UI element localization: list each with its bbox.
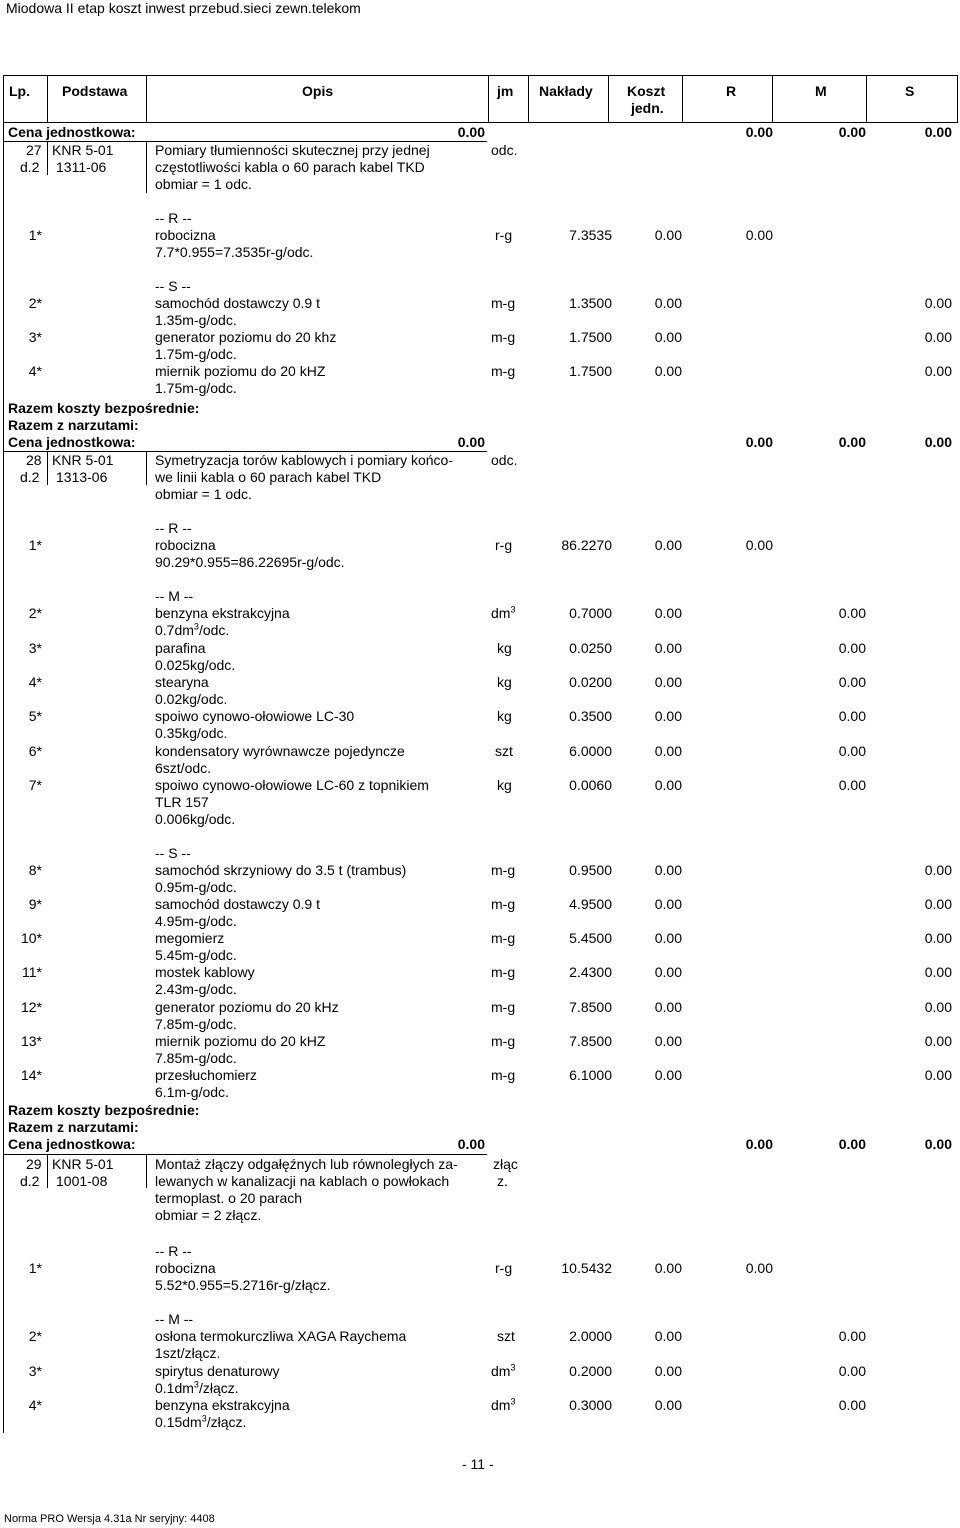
position-number-sub: d.2 — [20, 159, 40, 175]
position-podstawa-code: 1001-08 — [56, 1173, 108, 1189]
item-calc: 7.7*0.955=7.3535r-g/odc. — [155, 244, 314, 260]
item-calc-exponent: 3 — [193, 1379, 199, 1390]
cena-r: 0.00 — [745, 1136, 773, 1152]
razem-narzuty-label: Razem z narzutami: — [8, 1119, 139, 1135]
item-value: 0.00 — [838, 743, 866, 759]
cena-jednostkowa-label: Cena jednostkowa: — [8, 434, 136, 450]
item-calc: 1.35m-g/odc. — [155, 312, 237, 328]
item-name: spirytus denaturowy — [155, 1363, 280, 1379]
item-name: samochód skrzyniowy do 3.5 t (trambus) — [155, 862, 407, 878]
item-naklady: 7.8500 — [569, 1033, 612, 1049]
item-unit-value: dm — [491, 605, 511, 621]
document-title: Miodowa II etap koszt inwest przebud.sieci zewn.telekom — [6, 0, 361, 16]
position-number-sub: d.2 — [20, 469, 40, 485]
item-calc — [155, 1414, 246, 1431]
item-koszt: 0.00 — [654, 1363, 682, 1379]
cena-jednostkowa-label: Cena jednostkowa: — [8, 124, 136, 140]
item-koszt: 0.00 — [654, 537, 682, 553]
group-r-label: -- R -- — [155, 210, 192, 226]
table-left-border — [3, 75, 4, 1433]
item-naklady: 5.4500 — [569, 930, 612, 946]
position-description: Symetryzacja torów kablowych i pomiary końco- — [155, 452, 453, 468]
item-name: osłona termokurczliwa XAGA Raychema — [155, 1328, 407, 1344]
item-unit — [491, 1363, 515, 1380]
item-name: parafina — [155, 640, 206, 656]
position-podstawa: KNR 5-01 — [52, 452, 114, 468]
razem-koszty-label: Razem koszty bezpośrednie: — [8, 1102, 200, 1118]
item-unit — [491, 605, 515, 622]
header-koszt-jedn: jedn. — [631, 100, 664, 116]
col-podstawa-divider — [146, 75, 147, 123]
position-unit: odc. — [491, 142, 518, 158]
position-description: lewanych w kanalizacji na kablach o powłokach — [155, 1173, 450, 1189]
cena-jednostkowa-label: Cena jednostkowa: — [8, 1136, 136, 1152]
item-number: 1* — [28, 537, 42, 553]
item-naklady: 2.4300 — [569, 964, 612, 980]
group-s-label: -- S -- — [155, 845, 191, 861]
header-m: M — [815, 83, 827, 99]
item-value: 0.00 — [838, 708, 866, 724]
item-name: spoiwo cynowo-ołowiowe LC-30 — [155, 708, 355, 724]
item-name: samochód dostawczy 0.9 t — [155, 295, 320, 311]
item-value: 0.00 — [838, 640, 866, 656]
item-value: 0.00 — [924, 862, 952, 878]
item-name: megomierz — [155, 930, 225, 946]
item-koszt: 0.00 — [654, 964, 682, 980]
position-description: częstotliwości kabla o 60 parach kabel TKD — [155, 159, 425, 175]
item-calc-tail: /odc. — [198, 622, 230, 638]
item-koszt: 0.00 — [654, 227, 682, 243]
cena-koszt: 0.00 — [457, 124, 485, 140]
item-calc: 0.02kg/odc. — [155, 691, 228, 707]
item-unit-exponent: 3 — [510, 1396, 516, 1407]
item-name: kondensatory wyrównawcze pojedyncze — [155, 743, 405, 759]
group-m-label: -- M -- — [155, 588, 194, 604]
cena-m: 0.00 — [838, 434, 866, 450]
item-number: 5* — [28, 708, 42, 724]
item-number: 7* — [28, 777, 42, 793]
item-unit-exponent: 3 — [510, 604, 516, 615]
col-naklady-divider — [608, 75, 609, 123]
item-number: 2* — [28, 295, 42, 311]
cena-r: 0.00 — [745, 434, 773, 450]
item-name: stearyna — [155, 674, 209, 690]
razem-narzuty-label: Razem z narzutami: — [8, 417, 139, 433]
item-calc: 7.85m-g/odc. — [155, 1016, 237, 1032]
position-description: Montaż złączy odgałęźnych lub równoległych za- — [155, 1156, 458, 1172]
item-calc: 7.85m-g/odc. — [155, 1050, 237, 1066]
item-name: spoiwo cynowo-ołowiowe LC-60 z topnikiem — [155, 777, 429, 793]
item-koszt: 0.00 — [654, 605, 682, 621]
item-number: 8* — [28, 862, 42, 878]
position-description: we linii kabla o 60 parach kabel TKD — [155, 469, 382, 485]
item-calc-value: 0.1dm — [155, 1380, 194, 1396]
item-koszt: 0.00 — [654, 999, 682, 1015]
cena-m: 0.00 — [838, 1136, 866, 1152]
cena-r: 0.00 — [745, 124, 773, 140]
cena-s: 0.00 — [924, 434, 952, 450]
item-unit: kg — [497, 674, 512, 690]
group-r-label: -- R -- — [155, 520, 192, 536]
position-podstawa-divider — [146, 1154, 147, 1188]
item-naklady: 1.7500 — [569, 329, 612, 345]
item-naklady: 0.9500 — [569, 862, 612, 878]
item-naklady: 0.3500 — [569, 708, 612, 724]
item-koszt: 0.00 — [654, 363, 682, 379]
item-naklady: 1.3500 — [569, 295, 612, 311]
item-number: 2* — [28, 605, 42, 621]
item-unit: m-g — [491, 363, 516, 379]
position-podstawa-divider — [146, 451, 147, 485]
col-m-divider — [866, 75, 867, 123]
col-r-divider — [772, 75, 773, 123]
item-unit: m-g — [491, 1067, 516, 1083]
item-calc: 6szt/odc. — [155, 760, 212, 776]
position-lp-divider — [47, 1154, 48, 1188]
page-number: - 11 - — [462, 1456, 494, 1472]
cena-s: 0.00 — [924, 1136, 952, 1152]
item-naklady: 2.0000 — [569, 1328, 612, 1344]
item-value: 0.00 — [745, 537, 773, 553]
item-koszt: 0.00 — [654, 862, 682, 878]
item-name: samochód dostawczy 0.9 t — [155, 896, 320, 912]
item-number: 10* — [20, 930, 42, 946]
position-measure: obmiar = 2 złącz. — [155, 1207, 262, 1223]
item-naklady: 1.7500 — [569, 363, 612, 379]
item-calc-exponent: 3 — [201, 1413, 207, 1424]
item-naklady: 86.2270 — [561, 537, 612, 553]
item-koszt: 0.00 — [654, 708, 682, 724]
header-opis: Opis — [302, 83, 334, 99]
position-measure: obmiar = 1 odc. — [155, 486, 252, 502]
item-calc: 0.025kg/odc. — [155, 657, 236, 673]
item-unit-value: dm — [491, 1363, 511, 1379]
item-koszt: 0.00 — [654, 1260, 682, 1276]
item-koszt: 0.00 — [654, 896, 682, 912]
item-koszt: 0.00 — [654, 743, 682, 759]
item-unit: m-g — [491, 329, 516, 345]
position-measure: obmiar = 1 odc. — [155, 176, 252, 192]
position-podstawa-code: 1311-06 — [56, 159, 107, 175]
header-s: S — [905, 83, 915, 99]
item-unit: m-g — [491, 930, 516, 946]
item-number: 11* — [22, 964, 42, 980]
item-number: 12* — [20, 999, 42, 1015]
item-name: robocizna — [155, 227, 216, 243]
item-unit: r-g — [495, 537, 513, 553]
item-unit: kg — [497, 777, 512, 793]
position-lp-divider — [47, 141, 48, 175]
header-r: R — [726, 83, 737, 99]
item-naklady: 7.3535 — [569, 227, 612, 243]
item-koszt: 0.00 — [654, 930, 682, 946]
position-description: Pomiary tłumienności skutecznej przy jednej — [155, 142, 430, 158]
item-value: 0.00 — [924, 999, 952, 1015]
item-calc: 1.75m-g/odc. — [155, 380, 237, 396]
item-unit: r-g — [495, 227, 513, 243]
header-podstawa: Podstawa — [62, 83, 128, 99]
item-unit: szt — [495, 743, 513, 759]
header-jm: jm — [497, 83, 514, 99]
item-calc: 5.45m-g/odc. — [155, 947, 237, 963]
item-name: miernik poziomu do 20 kHZ — [155, 1033, 326, 1049]
item-name: generator poziomu do 20 kHz — [155, 999, 339, 1015]
item-number: 9* — [28, 896, 42, 912]
item-name-continued: TLR 157 — [155, 794, 209, 810]
item-naklady: 6.0000 — [569, 743, 612, 759]
item-unit — [491, 1397, 515, 1414]
item-calc — [155, 1380, 239, 1397]
item-calc: 0.006kg/odc. — [155, 811, 236, 827]
position-unit: złąc — [493, 1156, 518, 1172]
item-name: benzyna ekstrakcyjna — [155, 1397, 290, 1413]
item-unit: r-g — [495, 1260, 513, 1276]
item-value: 0.00 — [924, 896, 952, 912]
item-naklady: 0.7000 — [569, 605, 612, 621]
item-unit: m-g — [491, 896, 516, 912]
item-unit-exponent: 3 — [510, 1362, 516, 1373]
item-value: 0.00 — [838, 674, 866, 690]
item-number: 3* — [28, 640, 42, 656]
item-naklady: 6.1000 — [569, 1067, 612, 1083]
item-calc: 5.52*0.955=5.2716r-g/złącz. — [155, 1277, 331, 1293]
position-podstawa: KNR 5-01 — [52, 142, 114, 158]
group-r-label: -- R -- — [155, 1243, 192, 1259]
position-number: 27 — [26, 142, 42, 158]
item-value: 0.00 — [838, 605, 866, 621]
item-koszt: 0.00 — [654, 777, 682, 793]
col-lp-divider — [47, 75, 48, 123]
item-number: 4* — [28, 674, 42, 690]
item-unit: m-g — [491, 964, 516, 980]
position-unit: odc. — [491, 452, 518, 468]
item-calc: 2.43m-g/odc. — [155, 981, 237, 997]
item-value: 0.00 — [924, 930, 952, 946]
item-naklady: 4.9500 — [569, 896, 612, 912]
item-unit: kg — [497, 640, 512, 656]
item-value: 0.00 — [745, 227, 773, 243]
item-number: 3* — [28, 1363, 42, 1379]
item-calc-value: 0.15dm — [155, 1414, 202, 1430]
cena-s: 0.00 — [924, 124, 952, 140]
position-podstawa-code: 1313-06 — [56, 469, 108, 485]
position-unit-continued: z. — [497, 1173, 508, 1189]
item-unit: szt — [497, 1328, 515, 1344]
item-unit: m-g — [491, 862, 516, 878]
item-name: robocizna — [155, 537, 216, 553]
position-number-sub: d.2 — [20, 1173, 40, 1189]
footer-program-info: Norma PRO Wersja 4.31a Nr seryjny: 4408 — [4, 1513, 215, 1525]
item-calc: 6.1m-g/odc. — [155, 1084, 229, 1100]
item-value: 0.00 — [745, 1260, 773, 1276]
item-koszt: 0.00 — [654, 1067, 682, 1083]
item-value: 0.00 — [838, 1328, 866, 1344]
item-number: 6* — [28, 743, 42, 759]
item-calc — [155, 622, 229, 639]
position-number: 28 — [26, 452, 42, 468]
item-calc: 1.75m-g/odc. — [155, 346, 237, 362]
item-unit-value: dm — [491, 1397, 511, 1413]
item-number: 2* — [28, 1328, 42, 1344]
position-lp-divider — [47, 451, 48, 485]
item-name: przesłuchomierz — [155, 1067, 257, 1083]
position-top-border — [3, 1154, 487, 1155]
item-calc: 90.29*0.955=86.22695r-g/odc. — [155, 554, 345, 570]
item-koszt: 0.00 — [654, 1033, 682, 1049]
item-calc-exponent: 3 — [193, 621, 199, 632]
item-value: 0.00 — [924, 363, 952, 379]
item-unit: m-g — [491, 295, 516, 311]
col-koszt-divider — [682, 75, 683, 123]
item-naklady: 7.8500 — [569, 999, 612, 1015]
item-naklady: 0.3000 — [569, 1397, 612, 1413]
item-naklady: 10.5432 — [561, 1260, 612, 1276]
item-calc: 1szt/złącz. — [155, 1345, 221, 1361]
position-number: 29 — [26, 1156, 42, 1172]
item-koszt: 0.00 — [654, 1328, 682, 1344]
position-podstawa-divider — [146, 141, 147, 193]
item-value: 0.00 — [838, 777, 866, 793]
item-unit: m-g — [491, 1033, 516, 1049]
item-value: 0.00 — [924, 964, 952, 980]
item-name: mostek kablowy — [155, 964, 255, 980]
item-calc: 0.95m-g/odc. — [155, 879, 237, 895]
item-calc-value: 0.7dm — [155, 622, 194, 638]
item-unit: m-g — [491, 999, 516, 1015]
item-value: 0.00 — [924, 295, 952, 311]
item-number: 1* — [28, 1260, 42, 1276]
item-koszt: 0.00 — [654, 1397, 682, 1413]
item-number: 1* — [28, 227, 42, 243]
cena-koszt: 0.00 — [457, 1136, 485, 1152]
item-calc-tail: /złącz. — [198, 1380, 239, 1396]
position-podstawa: KNR 5-01 — [52, 1156, 114, 1172]
item-number: 13* — [20, 1033, 42, 1049]
header-lp: Lp. — [9, 83, 30, 99]
group-m-label: -- M -- — [155, 1311, 194, 1327]
col-opis-divider — [488, 75, 489, 123]
item-value: 0.00 — [924, 1067, 952, 1083]
group-s-label: -- S -- — [155, 278, 191, 294]
item-naklady: 0.2000 — [569, 1363, 612, 1379]
item-number: 4* — [28, 1397, 42, 1413]
item-value: 0.00 — [838, 1363, 866, 1379]
item-value: 0.00 — [924, 1033, 952, 1049]
col-jm-divider — [528, 75, 529, 123]
position-description: termoplast. o 20 parach — [155, 1190, 303, 1206]
item-value: 0.00 — [924, 329, 952, 345]
item-calc: 4.95m-g/odc. — [155, 913, 237, 929]
item-value: 0.00 — [838, 1397, 866, 1413]
item-koszt: 0.00 — [654, 640, 682, 656]
header-naklady: Nakłady — [539, 83, 593, 99]
item-koszt: 0.00 — [654, 674, 682, 690]
item-koszt: 0.00 — [654, 295, 682, 311]
item-naklady: 0.0060 — [569, 777, 612, 793]
item-koszt: 0.00 — [654, 329, 682, 345]
cena-koszt: 0.00 — [457, 434, 485, 450]
item-name: benzyna ekstrakcyjna — [155, 605, 290, 621]
cena-m: 0.00 — [838, 124, 866, 140]
item-calc: 0.35kg/odc. — [155, 725, 228, 741]
header-koszt: Koszt — [627, 83, 666, 99]
item-unit: kg — [497, 708, 512, 724]
item-name: robocizna — [155, 1260, 216, 1276]
item-number: 14* — [20, 1067, 42, 1083]
item-number: 3* — [28, 329, 42, 345]
item-naklady: 0.0200 — [569, 674, 612, 690]
item-name: generator poziomu do 20 khz — [155, 329, 337, 345]
table-right-border — [957, 75, 958, 123]
item-name: miernik poziomu do 20 kHZ — [155, 363, 326, 379]
item-number: 4* — [28, 363, 42, 379]
item-naklady: 0.0250 — [569, 640, 612, 656]
item-calc-tail: /złącz. — [206, 1414, 247, 1430]
razem-koszty-label: Razem koszty bezpośrednie: — [8, 400, 200, 416]
